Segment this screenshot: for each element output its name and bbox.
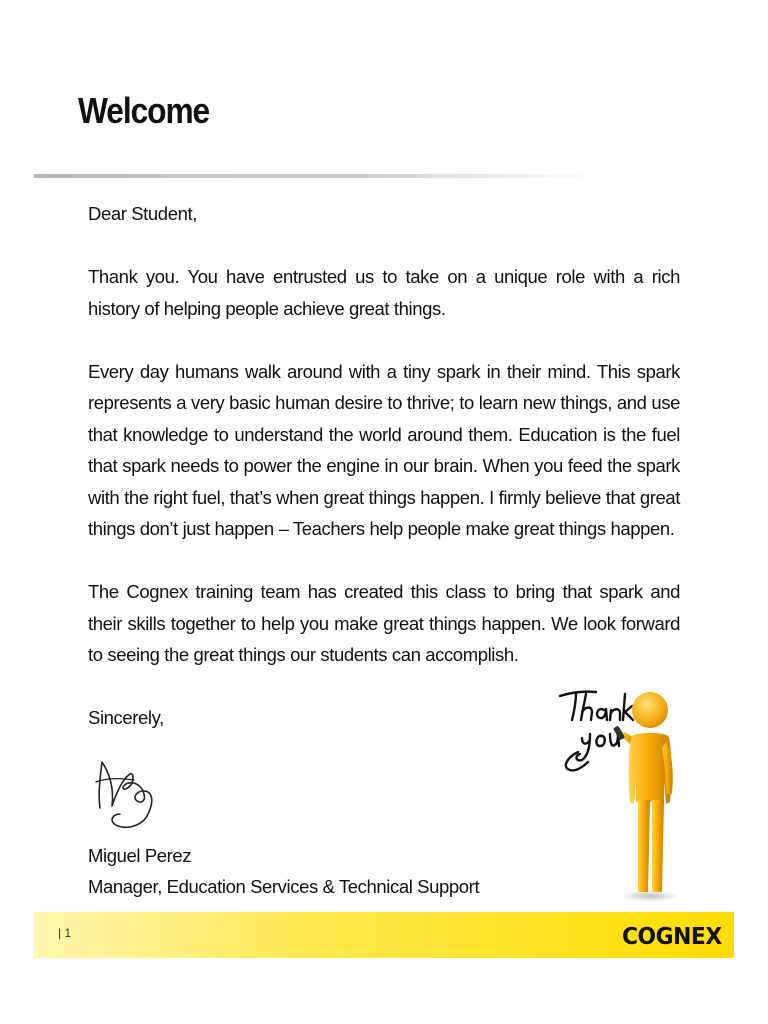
letter-salutation: Dear Student, [88, 203, 197, 224]
handwritten-signature [90, 748, 170, 834]
signer-name: Miguel Perez [88, 845, 192, 866]
page-number: | 1 [58, 926, 72, 940]
letter-paragraph-2: Every day humans walk around with a tiny spark in their mind. This spark represents a very basic human desire to thrive; to learn new things, and use that knowledge to understand the world around them. Education is the fuel that spark needs to power the engine in our brain. When you feed the spark with the right fuel, that’s when great things happen. I firmly believe that great things don’t just happen – Teachers help people make great things happen. [88, 360, 680, 539]
title-divider [34, 174, 594, 178]
letter-closing: Sincerely, [88, 707, 164, 728]
letter-paragraph-3: The Cognex training team has created this class to bring that spark and their skills together to help you make great things happen. We look forward to seeing the great things our students can accomplish. [88, 581, 680, 665]
letter-paragraph-1: Thank you. You have entrusted us to take on a unique role with a rich history of helping people achieve great things. [88, 266, 680, 319]
signer-title: Manager, Education Services & Technical Support [88, 876, 480, 897]
letter-body [88, 198, 680, 765]
thank-you-figure-illustration [548, 682, 693, 907]
page-title: Welcome [78, 90, 210, 131]
cognex-logo: COGNEX [622, 924, 722, 950]
